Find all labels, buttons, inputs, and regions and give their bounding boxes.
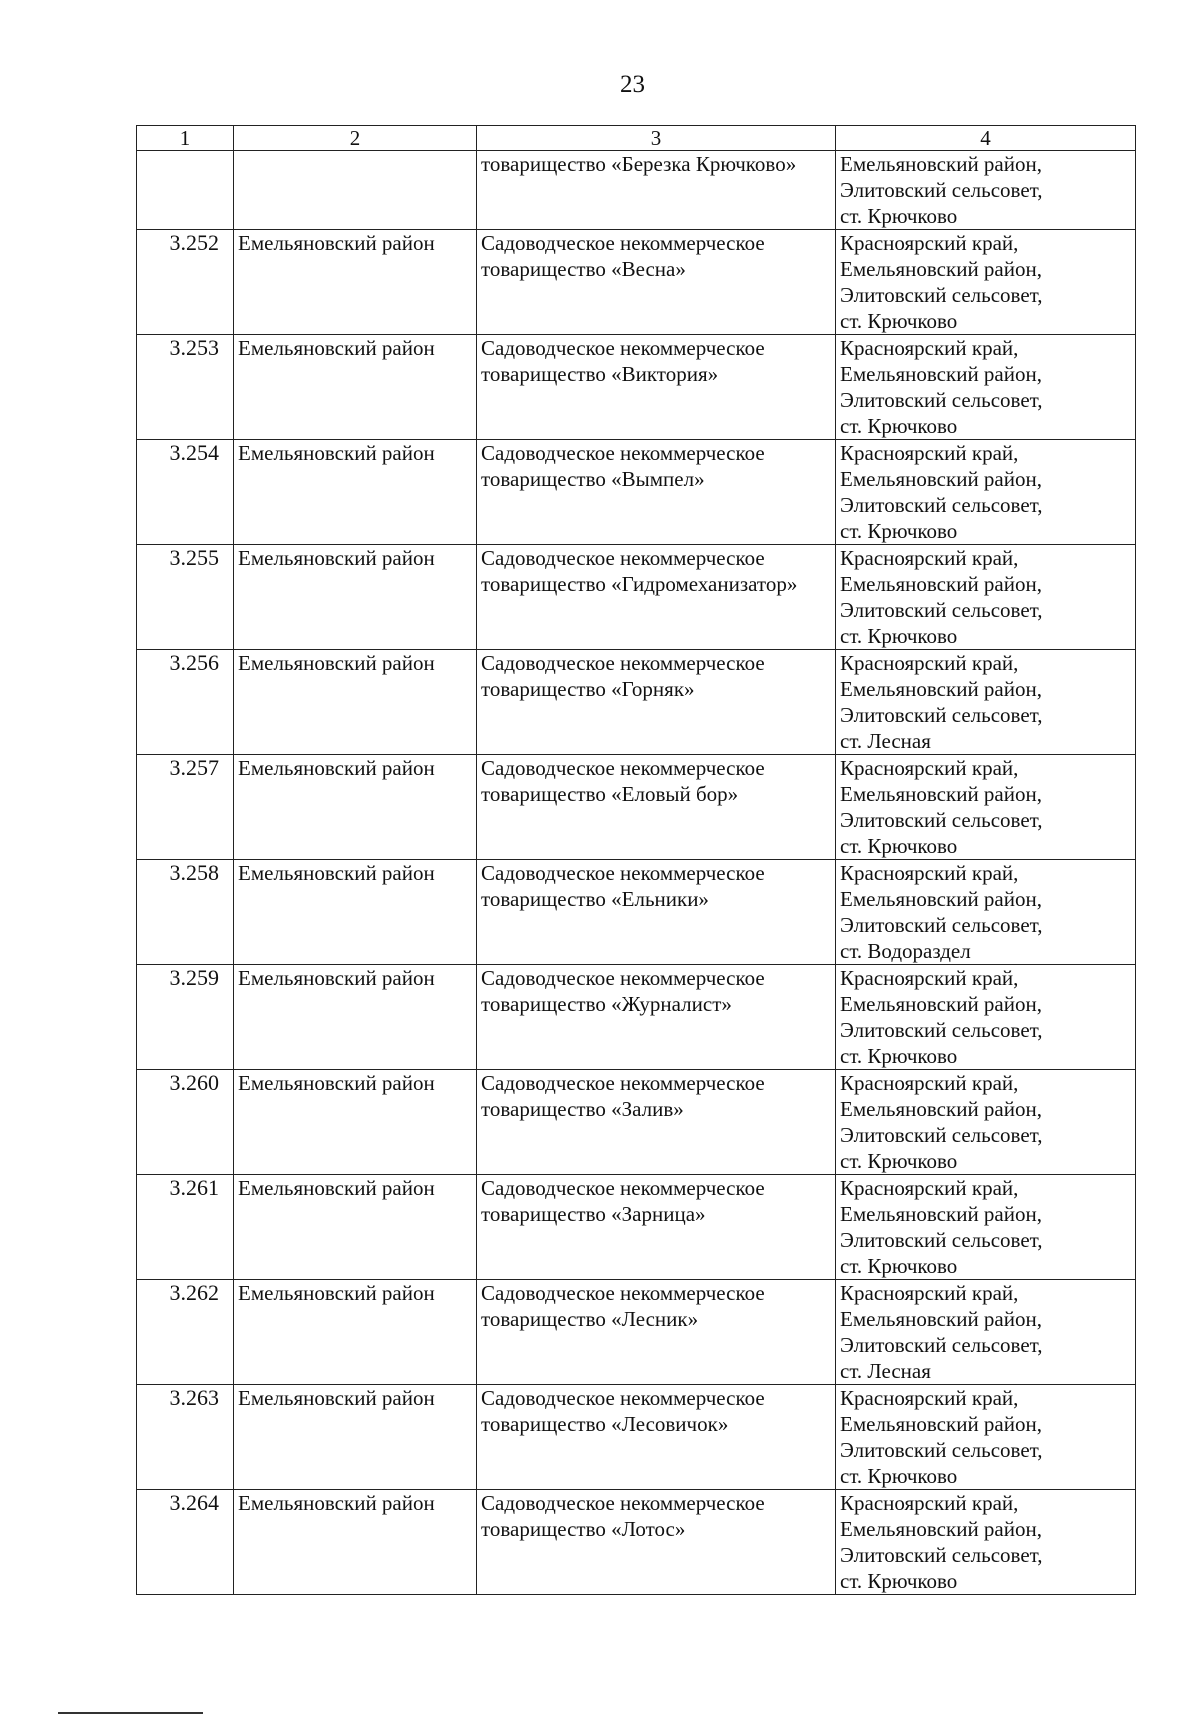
address-cell <box>836 650 1136 755</box>
address-cell <box>836 1385 1136 1490</box>
address-cell <box>836 965 1136 1070</box>
address-line: ст. Водораздел <box>840 939 971 963</box>
address-line: ст. Крючково <box>840 1044 958 1068</box>
address-line: Красноярский край, <box>840 651 1019 675</box>
district-cell <box>234 151 477 230</box>
footer-rule <box>58 1712 203 1714</box>
address-cell <box>836 1070 1136 1175</box>
row-number-cell: 3.254 <box>137 440 234 545</box>
address-line: Элитовский сельсовет, <box>840 283 1043 307</box>
address-line: Красноярский край, <box>840 1176 1019 1200</box>
address-cell <box>836 545 1136 650</box>
row-number-cell: 3.262 <box>137 1280 234 1385</box>
organization-name-cell <box>477 230 836 335</box>
organization-name-line: товарищество «Виктория» <box>481 362 719 386</box>
district-cell: Емельяновский район <box>234 1280 477 1385</box>
address-line: Элитовский сельсовет, <box>840 1543 1043 1567</box>
district-cell: Емельяновский район <box>234 545 477 650</box>
organization-name-cell <box>477 1070 836 1175</box>
organization-name-line: Садоводческое некоммерческое <box>481 441 765 465</box>
page-number: 23 <box>620 71 645 98</box>
address-line: ст. Крючково <box>840 1254 958 1278</box>
address-line: ст. Крючково <box>840 1569 958 1593</box>
row-number-cell: 3.252 <box>137 230 234 335</box>
organization-name-cell <box>477 1385 836 1490</box>
address-cell <box>836 1280 1136 1385</box>
address-line: Красноярский край, <box>840 1386 1019 1410</box>
row-number-cell: 3.256 <box>137 650 234 755</box>
table-row <box>137 755 1136 860</box>
address-cell <box>836 1490 1136 1595</box>
address-line: Элитовский сельсовет, <box>840 703 1043 727</box>
organization-name-cell <box>477 1175 836 1280</box>
district-cell: Емельяновский район <box>234 755 477 860</box>
organization-name-line: Садоводческое некоммерческое <box>481 756 765 780</box>
organization-name-line: товарищество «Лесник» <box>481 1307 699 1331</box>
address-line: ст. Крючково <box>840 519 958 543</box>
address-line: Красноярский край, <box>840 231 1019 255</box>
address-line: Красноярский край, <box>840 336 1019 360</box>
table-body <box>137 151 1136 1595</box>
row-number-cell: 3.264 <box>137 1490 234 1595</box>
address-cell <box>836 1175 1136 1280</box>
organization-name-line: Садоводческое некоммерческое <box>481 546 765 570</box>
table-row <box>137 1175 1136 1280</box>
row-number-cell: 3.258 <box>137 860 234 965</box>
organization-name-cell <box>477 650 836 755</box>
header-row <box>137 126 1136 151</box>
registry-table <box>136 125 1136 1595</box>
organization-name-cell <box>477 335 836 440</box>
district-cell: Емельяновский район <box>234 440 477 545</box>
row-number-cell: 3.261 <box>137 1175 234 1280</box>
table-row <box>137 1490 1136 1595</box>
organization-name-line: Садоводческое некоммерческое <box>481 651 765 675</box>
organization-name-cell <box>477 965 836 1070</box>
organization-name-line: Садоводческое некоммерческое <box>481 1071 765 1095</box>
address-line: ст. Лесная <box>840 1359 931 1383</box>
organization-name-line: Садоводческое некоммерческое <box>481 336 765 360</box>
table-row <box>137 440 1136 545</box>
row-number-cell: 3.260 <box>137 1070 234 1175</box>
organization-name-cell <box>477 860 836 965</box>
address-line: ст. Крючково <box>840 834 958 858</box>
column-header-4: 4 <box>836 126 1136 151</box>
table-row <box>137 1070 1136 1175</box>
address-line: Элитовский сельсовет, <box>840 493 1043 517</box>
address-line: Емельяновский район, <box>840 572 1042 596</box>
address-line: Емельяновский район, <box>840 467 1042 491</box>
organization-name-line: товарищество «Лотос» <box>481 1517 686 1541</box>
organization-name-line: товарищество «Весна» <box>481 257 686 281</box>
organization-name-line: товарищество «Вымпел» <box>481 467 705 491</box>
district-cell: Емельяновский район <box>234 1175 477 1280</box>
address-line: Элитовский сельсовет, <box>840 1438 1043 1462</box>
row-number-cell: 3.263 <box>137 1385 234 1490</box>
address-line: Элитовский сельсовет, <box>840 598 1043 622</box>
address-line: ст. Крючково <box>840 414 958 438</box>
column-header-1: 1 <box>137 126 234 151</box>
address-cell <box>836 860 1136 965</box>
district-cell: Емельяновский район <box>234 1070 477 1175</box>
organization-name-cell <box>477 1280 836 1385</box>
organization-name-line: товарищество «Березка Крючково» <box>481 152 797 176</box>
address-line: Емельяновский район, <box>840 1517 1042 1541</box>
address-line: Красноярский край, <box>840 861 1019 885</box>
district-cell: Емельяновский район <box>234 335 477 440</box>
organization-name-cell <box>477 755 836 860</box>
column-header-3: 3 <box>477 126 836 151</box>
organization-name-line: товарищество «Журналист» <box>481 992 732 1016</box>
organization-name-line: товарищество «Залив» <box>481 1097 684 1121</box>
address-line: Емельяновский район, <box>840 1307 1042 1331</box>
district-cell: Емельяновский район <box>234 1385 477 1490</box>
address-line: Емельяновский район, <box>840 152 1042 176</box>
organization-name-cell <box>477 545 836 650</box>
organization-name-line: Садоводческое некоммерческое <box>481 1176 765 1200</box>
row-number-cell: 3.259 <box>137 965 234 1070</box>
organization-name-line: товарищество «Ельники» <box>481 887 709 911</box>
address-line: Красноярский край, <box>840 441 1019 465</box>
address-line: Емельяновский район, <box>840 362 1042 386</box>
table-header <box>137 126 1136 151</box>
address-line: Элитовский сельсовет, <box>840 388 1043 412</box>
address-line: Элитовский сельсовет, <box>840 808 1043 832</box>
address-cell <box>836 755 1136 860</box>
row-number-cell <box>137 151 234 230</box>
address-line: Красноярский край, <box>840 756 1019 780</box>
address-line: ст. Крючково <box>840 624 958 648</box>
district-cell: Емельяновский район <box>234 230 477 335</box>
table-row <box>137 230 1136 335</box>
address-line: ст. Лесная <box>840 729 931 753</box>
table-row <box>137 1385 1136 1490</box>
organization-name-cell <box>477 151 836 230</box>
table-row <box>137 151 1136 230</box>
district-cell: Емельяновский район <box>234 965 477 1070</box>
district-cell: Емельяновский район <box>234 650 477 755</box>
address-line: Красноярский край, <box>840 966 1019 990</box>
organization-name-cell <box>477 440 836 545</box>
organization-name-line: Садоводческое некоммерческое <box>481 231 765 255</box>
address-line: Емельяновский район, <box>840 1412 1042 1436</box>
table-row <box>137 1280 1136 1385</box>
address-line: Емельяновский район, <box>840 887 1042 911</box>
organization-name-line: товарищество «Еловый бор» <box>481 782 739 806</box>
address-line: Емельяновский район, <box>840 1097 1042 1121</box>
organization-name-line: товарищество «Зарница» <box>481 1202 706 1226</box>
table-row <box>137 545 1136 650</box>
address-line: ст. Крючково <box>840 204 958 228</box>
district-cell: Емельяновский район <box>234 1490 477 1595</box>
address-line: Красноярский край, <box>840 1281 1019 1305</box>
address-line: ст. Крючково <box>840 309 958 333</box>
organization-name-line: Садоводческое некоммерческое <box>481 966 765 990</box>
organization-name-line: Садоводческое некоммерческое <box>481 1281 765 1305</box>
address-line: Элитовский сельсовет, <box>840 1123 1043 1147</box>
address-line: Элитовский сельсовет, <box>840 178 1043 202</box>
row-number-cell: 3.255 <box>137 545 234 650</box>
organization-name-line: товарищество «Гидромеханизатор» <box>481 572 798 596</box>
address-line: Красноярский край, <box>840 1071 1019 1095</box>
address-line: Красноярский край, <box>840 1491 1019 1515</box>
organization-name-line: товарищество «Лесовичок» <box>481 1412 729 1436</box>
table-row <box>137 965 1136 1070</box>
organization-name-cell <box>477 1490 836 1595</box>
address-line: Емельяновский район, <box>840 992 1042 1016</box>
address-line: Красноярский край, <box>840 546 1019 570</box>
table-row <box>137 860 1136 965</box>
address-line: Элитовский сельсовет, <box>840 913 1043 937</box>
address-line: Элитовский сельсовет, <box>840 1018 1043 1042</box>
organization-name-line: Садоводческое некоммерческое <box>481 1491 765 1515</box>
row-number-cell: 3.253 <box>137 335 234 440</box>
row-number-cell: 3.257 <box>137 755 234 860</box>
address-cell <box>836 440 1136 545</box>
organization-name-line: Садоводческое некоммерческое <box>481 861 765 885</box>
address-line: Емельяновский район, <box>840 782 1042 806</box>
address-line: Емельяновский район, <box>840 1202 1042 1226</box>
table-row <box>137 335 1136 440</box>
address-line: ст. Крючково <box>840 1464 958 1488</box>
address-cell <box>836 230 1136 335</box>
address-cell <box>836 151 1136 230</box>
district-cell: Емельяновский район <box>234 860 477 965</box>
address-line: Элитовский сельсовет, <box>840 1228 1043 1252</box>
table-row <box>137 650 1136 755</box>
address-cell <box>836 335 1136 440</box>
address-line: Емельяновский район, <box>840 257 1042 281</box>
address-line: Емельяновский район, <box>840 677 1042 701</box>
organization-name-line: Садоводческое некоммерческое <box>481 1386 765 1410</box>
column-header-2: 2 <box>234 126 477 151</box>
address-line: Элитовский сельсовет, <box>840 1333 1043 1357</box>
organization-name-line: товарищество «Горняк» <box>481 677 695 701</box>
address-line: ст. Крючково <box>840 1149 958 1173</box>
